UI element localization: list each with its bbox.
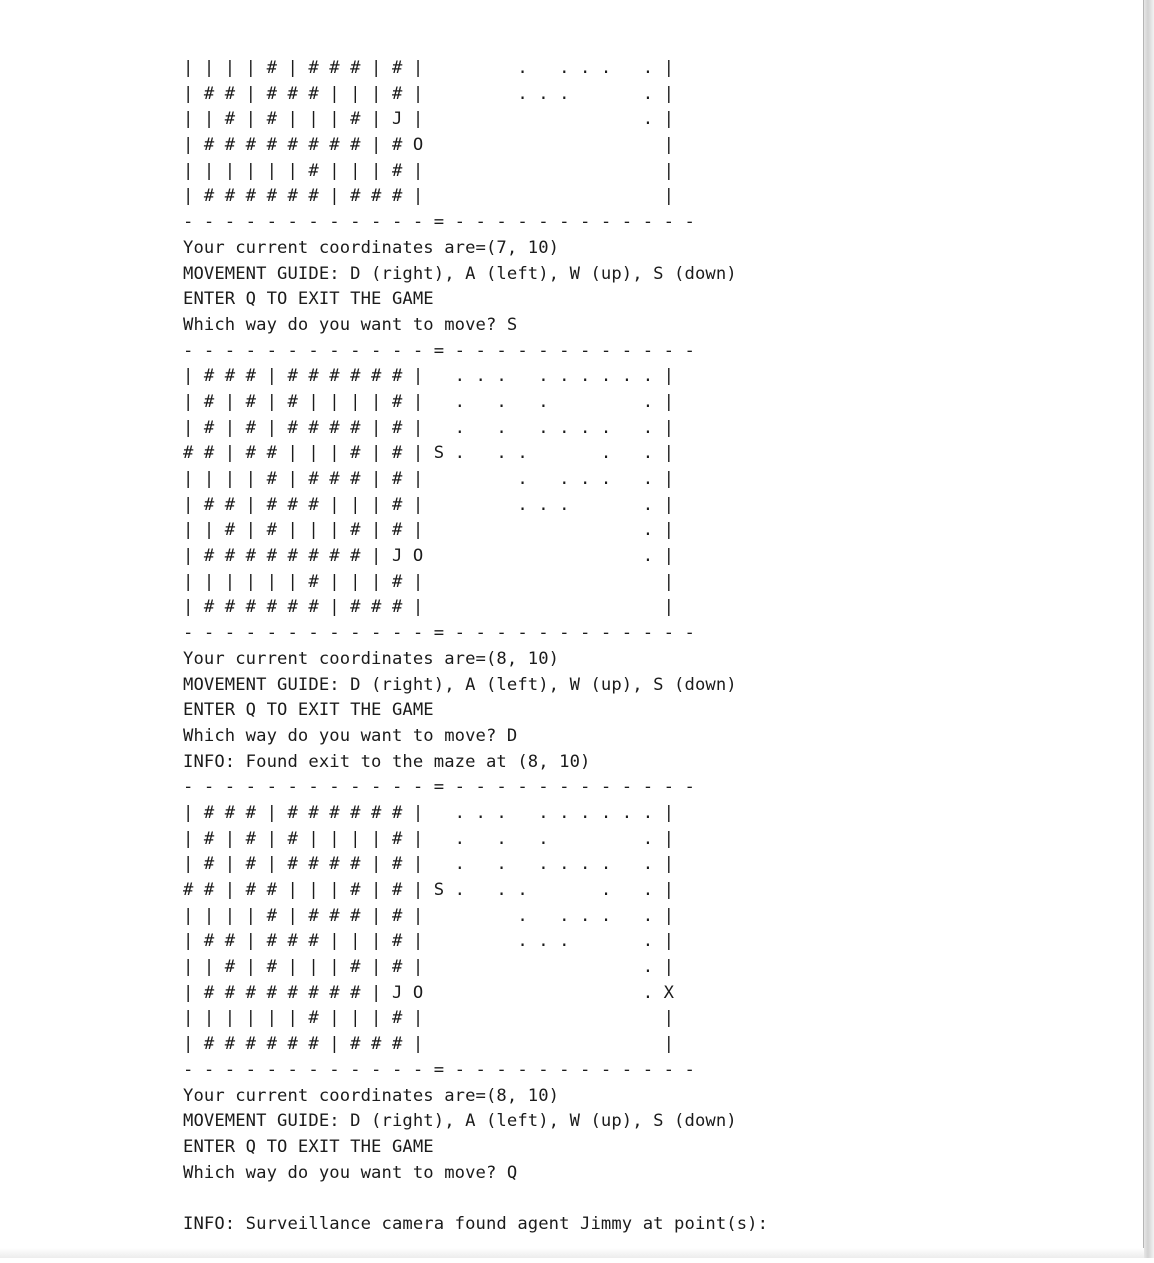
exit-instruction-line: ENTER Q TO EXIT THE GAME — [183, 1136, 434, 1157]
maze-row: | # # # | # # # # # # | . . . . . . . . . | — [183, 366, 675, 387]
maze-border: - - - - - - - - - - - - = - - - - - - - - - - - - — [183, 1059, 695, 1080]
coordinates-line: Your current coordinates are=(8, 10) — [183, 648, 560, 669]
maze-border: - - - - - - - - - - - - = - - - - - - - - - - - - — [183, 212, 695, 233]
move-prompt-line: Which way do you want to move? S — [183, 314, 518, 335]
move-prompt-line: Which way do you want to move? Q — [183, 1162, 518, 1183]
maze-row: | # | # | # | | | | # | . . . . | — [183, 828, 675, 849]
maze-row: | # | # | # # # # | # | . . . . . . . | — [183, 417, 675, 438]
maze-row: | # # # # # # # # | J O . X — [183, 982, 675, 1003]
maze-row: | # # # # # # # # | # O | — [183, 135, 675, 156]
maze-row: | # | # | # # # # | # | . . . . . . . | — [183, 854, 675, 875]
maze-row: | | # | # | | | # | # | . | — [183, 520, 675, 541]
blank-line — [183, 1186, 768, 1212]
maze-row: | # # | # # # | | | # | . . . . | — [183, 931, 675, 952]
maze-row: | | | | | | # | | | # | | — [183, 571, 675, 592]
maze-row: # # | # # | | | # | # | S . . . . . | — [183, 880, 675, 900]
move-prompt-line: Which way do you want to move? D — [183, 725, 518, 746]
maze-border: - - - - - - - - - - - - = - - - - - - - - - - - - — [183, 777, 695, 798]
coordinates-line: Your current coordinates are=(7, 10) — [183, 237, 560, 258]
coordinates-line: Your current coordinates are=(8, 10) — [183, 1085, 560, 1106]
maze-row: | # # # # # # | # # # | | — [183, 597, 675, 618]
movement-guide-line: MOVEMENT GUIDE: D (right), A (left), W (up), S (down) — [183, 674, 737, 695]
maze-row: | # # # # # # | # # # | | — [183, 1034, 675, 1055]
maze-border: - - - - - - - - - - - - = - - - - - - - - - - - - — [183, 623, 695, 644]
exit-instruction-line: ENTER Q TO EXIT THE GAME — [183, 289, 434, 310]
info-line: INFO: Found exit to the maze at (8, 10) — [183, 751, 591, 772]
console-output — [183, 56, 768, 1263]
maze-row: | | | | # | # # # | # | . . . . . | — [183, 469, 675, 489]
maze-row: | | | | # | # # # | # | . . . . . | — [183, 905, 675, 926]
maze-row: | # # # # # # # # | J O . | — [183, 546, 675, 567]
maze-row: | # | # | # | | | | # | . . . . | — [183, 391, 675, 412]
page-edge-right — [1143, 0, 1154, 1258]
maze-row: | | # | # | | | # | J | . | — [183, 109, 675, 130]
info-line: INFO: Surveillance camera found agent Jimmy at point(s): — [183, 1213, 769, 1234]
maze-row: | | | | | | # | | | # | | — [183, 160, 675, 181]
maze-row: | # # | # # # | | | # | . . . . | — [183, 494, 675, 515]
maze-row: | | # | # | | | # | # | . | — [183, 957, 675, 978]
movement-guide-line: MOVEMENT GUIDE: D (right), A (left), W (up), S (down) — [183, 263, 737, 284]
maze-border: - - - - - - - - - - - - = - - - - - - - - - - - - — [183, 340, 695, 361]
exit-instruction-line: ENTER Q TO EXIT THE GAME — [183, 700, 434, 721]
movement-guide-line: MOVEMENT GUIDE: D (right), A (left), W (up), S (down) — [183, 1111, 737, 1132]
maze-row: # # | # # | | | # | # | S . . . . . | — [183, 443, 675, 464]
maze-row: | | | | | | # | | | # | | — [183, 1008, 675, 1029]
page-edge-bottom — [0, 1248, 1144, 1258]
maze-row: | | | | # | # # # | # | . . . . . | — [183, 58, 675, 78]
maze-row: | # # | # # # | | | # | . . . . | — [183, 83, 675, 104]
maze-row: | # # # # # # | # # # | | — [183, 186, 675, 207]
maze-row: | # # # | # # # # # # | . . . . . . . . . | — [183, 802, 675, 823]
